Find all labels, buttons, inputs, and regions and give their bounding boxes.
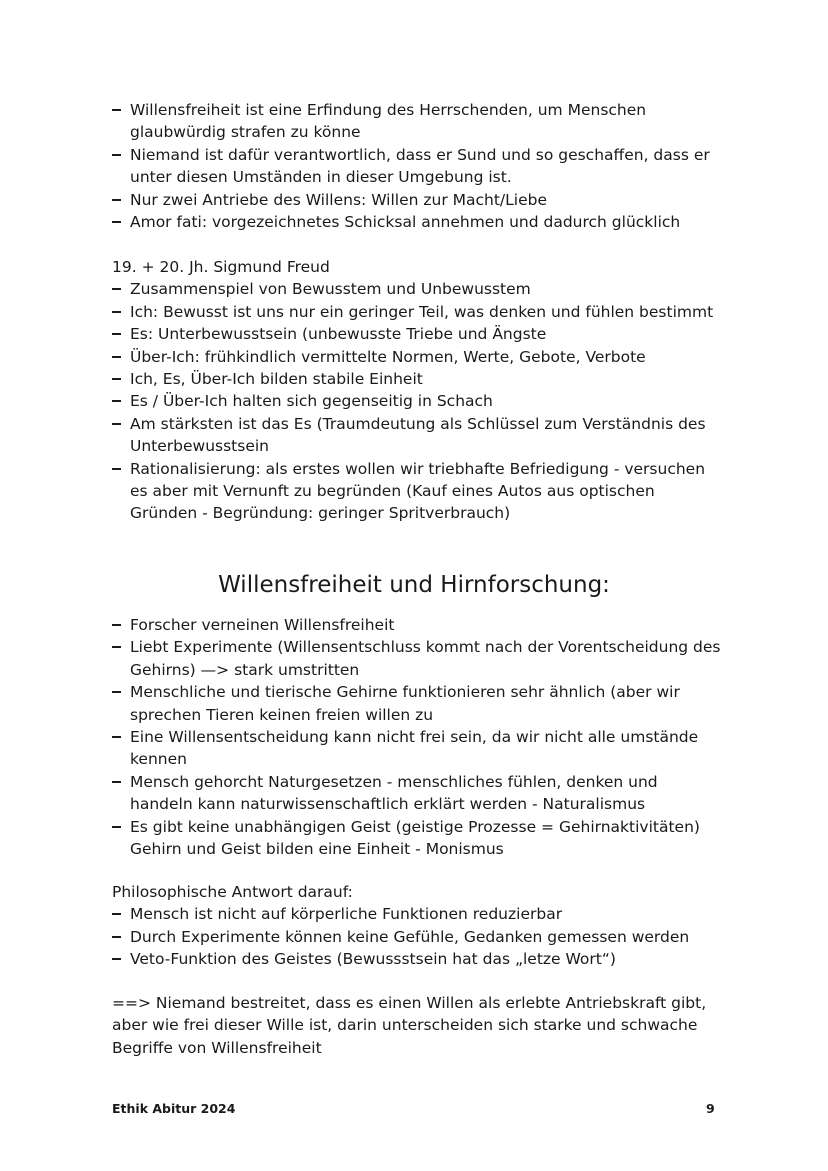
freud-title: 19. + 20. Jh. Sigmund Freud <box>112 258 330 276</box>
philosophy-section <box>112 881 722 971</box>
conclusion-section <box>112 992 722 1059</box>
philosophy-list <box>112 903 722 970</box>
list-item: Ich: Bewusst ist uns nur ein geringer Teil, was denken und fühlen bestimmt <box>112 301 722 323</box>
list-item: Es gibt keine unabhängigen Geist (geistige Prozesse = Gehirnaktivitäten) Gehirn und Geist bilden eine Einheit - Monismus <box>112 816 722 861</box>
nietzsche-list <box>112 99 722 233</box>
conclusion-text: ==> Niemand bestreitet, dass es einen Willen als erlebte Antriebskraft gibt, aber wie frei dieser Wille ist, darin unterscheiden sich starke und schwache Begriffe von Willensfreiheit <box>112 994 707 1057</box>
list-item: Menschliche und tierische Gehirne funktionieren sehr ähnlich (aber wir sprechen Tieren keinen freien willen zu <box>112 681 722 726</box>
freud-list <box>112 278 722 524</box>
list-item: Forscher verneinen Willensfreiheit <box>112 614 722 636</box>
section-heading: Willensfreiheit und Hirnforschung: <box>218 572 610 598</box>
philosophy-title: Philosophische Antwort darauf: <box>112 883 353 901</box>
list-item: Veto-Funktion des Geistes (Bewussstsein hat das „letze Wort“) <box>112 948 722 970</box>
list-item: Liebt Experimente (Willensentschluss kommt nach der Vorentscheidung des Gehirns) —> stark umstritten <box>112 636 722 681</box>
list-item: Mensch gehorcht Naturgesetzen - menschliches fühlen, denken und handeln kann naturwissenschaftlich erklärt werden - Naturalismus <box>112 771 722 816</box>
list-item: Über-Ich: frühkindlich vermittelte Normen, Werte, Gebote, Verbote <box>112 346 722 368</box>
list-item: Eine Willensentscheidung kann nicht frei sein, da wir nicht alle umstände kennen <box>112 726 722 771</box>
page-number: 9 <box>706 1101 715 1116</box>
list-item: Rationalisierung: als erstes wollen wir triebhafte Befriedigung - versuchen es aber mit Vernunft zu begründen (Kauf eines Autos aus optischen Gründen - Begründung: geringer Spritverbrauch) <box>112 458 722 525</box>
footer-title: Ethik Abitur 2024 <box>112 1101 236 1116</box>
list-item: Ich, Es, Über-Ich bilden stabile Einheit <box>112 368 722 390</box>
hirnforschung-section <box>112 614 722 860</box>
list-item: Nur zwei Antriebe des Willens: Willen zur Macht/Liebe <box>112 189 722 211</box>
list-item: Am stärksten ist das Es (Traumdeutung als Schlüssel zum Verständnis des Unterbewusstsein <box>112 413 722 458</box>
list-item: Amor fati: vorgezeichnetes Schicksal annehmen und dadurch glücklich <box>112 211 722 233</box>
list-item: Mensch ist nicht auf körperliche Funktionen reduzierbar <box>112 903 722 925</box>
list-item: Zusammenspiel von Bewusstem und Unbewusstem <box>112 278 722 300</box>
list-item: Willensfreiheit ist eine Erfindung des Herrschenden, um Menschen glaubwürdig strafen zu könne <box>112 99 722 144</box>
nietzsche-section <box>112 99 722 233</box>
list-item: Es / Über-Ich halten sich gegenseitig in Schach <box>112 390 722 412</box>
hirnforschung-list <box>112 614 722 860</box>
list-item: Durch Experimente können keine Gefühle, Gedanken gemessen werden <box>112 926 722 948</box>
freud-section <box>112 256 722 525</box>
list-item: Niemand ist dafür verantwortlich, dass er Sund und so geschaffen, dass er unter diesen Umständen in dieser Umgebung ist. <box>112 144 722 189</box>
list-item: Es: Unterbewusstsein (unbewusste Triebe und Ängste <box>112 323 722 345</box>
